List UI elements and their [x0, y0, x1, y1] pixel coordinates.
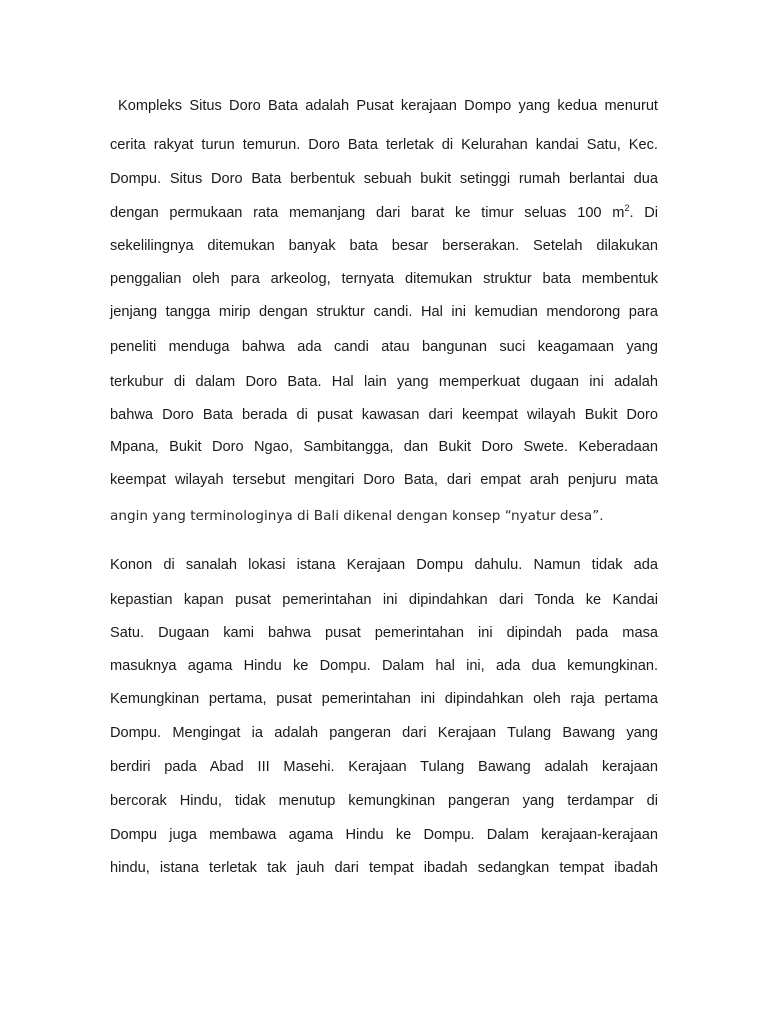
- paragraph-2-line-5: Kemungkinan pertama, pusat pemerintahan ini dipindahkan oleh raja pertama: [110, 691, 658, 707]
- paragraph-2-line-2: kepastian kapan pusat pemerintahan ini dipindahkan dari Tonda ke Kandai: [110, 592, 658, 608]
- paragraph-1-line-4: [110, 202, 658, 224]
- paragraph-2-line-8: bercorak Hindu, tidak menutup kemungkinan pangeran yang terdampar di: [110, 793, 658, 809]
- paragraph-2-line-3: Satu. Dugaan kami bahwa pusat pemerintahan ini dipindah pada masa: [110, 625, 658, 641]
- paragraph-2-line-1: Konon di sanalah lokasi istana Kerajaan Dompu dahulu. Namun tidak ada: [110, 557, 658, 573]
- paragraph-1-line-8: peneliti menduga bahwa ada candi atau bangunan suci keagamaan yang: [110, 339, 658, 355]
- paragraph-2-line-4: masuknya agama Hindu ke Dompu. Dalam hal ini, ada dua kemungkinan.: [110, 658, 658, 674]
- paragraph-1-line-2: cerita rakyat turun temurun. Doro Bata terletak di Kelurahan kandai Satu, Kec.: [110, 137, 658, 153]
- paragraph-2-line-7: berdiri pada Abad III Masehi. Kerajaan Tulang Bawang adalah kerajaan: [110, 759, 658, 775]
- paragraph-1-line-3: Dompu. Situs Doro Bata berbentuk sebuah bukit setinggi rumah berlantai dua: [110, 171, 658, 187]
- paragraph-1-line-11: Mpana, Bukit Doro Ngao, Sambitangga, dan Bukit Doro Swete. Keberadaan: [110, 439, 658, 455]
- paragraph-1-line-10: bahwa Doro Bata berada di pusat kawasan dari keempat wilayah Bukit Doro: [110, 407, 658, 423]
- paragraph-2-line-9: Dompu juga membawa agama Hindu ke Dompu. Dalam kerajaan-kerajaan: [110, 827, 658, 843]
- paragraph-1-line-5: sekelilingnya ditemukan banyak bata besar berserakan. Setelah dilakukan: [110, 238, 658, 254]
- paragraph-1-line-4-tail: . Di: [629, 205, 659, 221]
- paragraph-1-line-1: Kompleks Situs Doro Bata adalah Pusat kerajaan Dompo yang kedua menurut: [118, 98, 658, 114]
- paragraph-2-line-10: hindu, istana terletak tak jauh dari tempat ibadah sedangkan tempat ibadah: [110, 860, 658, 876]
- paragraph-1-line-9: terkubur di dalam Doro Bata. Hal lain yang memperkuat dugaan ini adalah: [110, 374, 658, 390]
- paragraph-1-line-4-text: dengan permukaan rata memanjang dari barat ke timur seluas 100 m: [110, 205, 625, 221]
- paragraph-2-line-6: Dompu. Mengingat ia adalah pangeran dari Kerajaan Tulang Bawang yang: [110, 725, 658, 741]
- paragraph-1-line-12: keempat wilayah tersebut mengitari Doro Bata, dari empat arah penjuru mata: [110, 472, 658, 488]
- paragraph-1-line-13: angin yang terminologinya di Bali dikenal dengan konsep “nyatur desa”.: [110, 508, 604, 524]
- superscript-2: 2: [624, 203, 630, 214]
- paragraph-1-line-6: penggalian oleh para arkeolog, ternyata ditemukan struktur bata membentuk: [110, 271, 658, 287]
- paragraph-1-line-7: jenjang tangga mirip dengan struktur candi. Hal ini kemudian mendorong para: [110, 304, 658, 320]
